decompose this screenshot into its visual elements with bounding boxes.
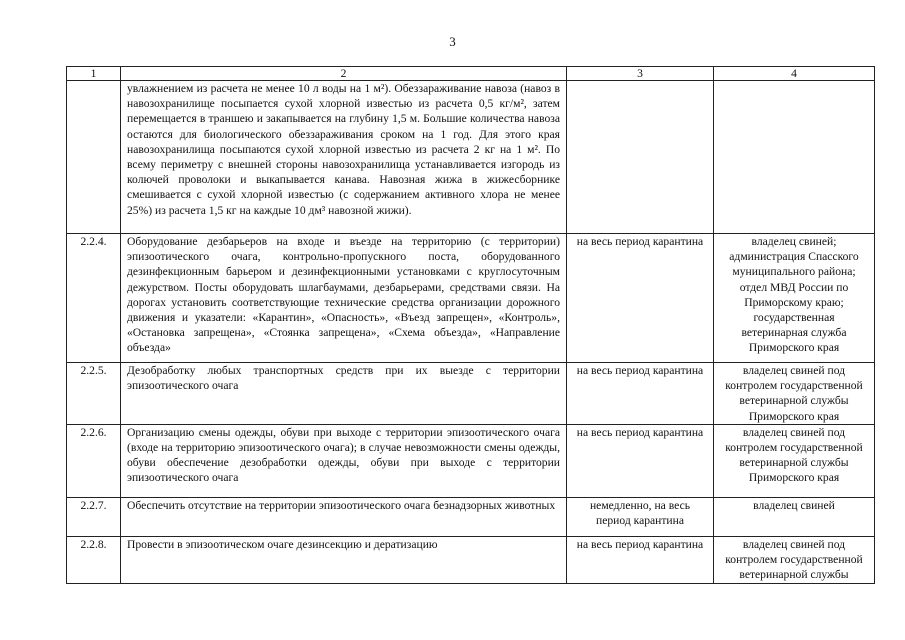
page-number: 3 xyxy=(449,34,456,49)
table-row xyxy=(67,363,875,425)
measure-executor: владелец свиней xyxy=(714,497,875,536)
measure-description: увлажнением из расчета не менее 10 л воды на 1 м²). Обеззараживание навоза (навоз в навозохранилище посыпается сухой хлорной известью из расчета 0,5 кг/м², затем перемещается в траншею и закапывается на глубину 1,5 м. Большие количества навоза остаются для биологического обеззараживания сроком на 1 год. Для этого края навозохранилища посыпаются сухой хлорной известью из расчета 2 кг на 1 м². По всему периметру с внешней стороны навозохранилища устанавливается изгородь из колючей проволоки и выкапывается канава. Навозная жижа в жижесборнике смешивается с сухой хлорной известью (с содержанием активного хлора не менее 25%) из расчета 1,5 кг на каждые 10 дм³ навозной жижи). xyxy=(121,81,567,234)
row-number: 2.2.6. xyxy=(67,424,121,497)
table-row xyxy=(67,536,875,583)
row-number: 2.2.8. xyxy=(67,536,121,583)
measure-term: немедленно, на весь период карантина xyxy=(567,497,714,536)
measure-executor: владелец свиней; администрация Спасского муниципального района; отдел МВД России по Приморскому краю; государственная ветеринарная служба Приморского края xyxy=(714,234,875,363)
measure-term: на весь период карантина xyxy=(567,363,714,425)
measure-executor xyxy=(714,81,875,234)
table-row xyxy=(67,81,875,234)
column-header-term: 3 xyxy=(567,67,714,81)
row-number xyxy=(67,81,121,234)
measure-term: на весь период карантина xyxy=(567,424,714,497)
row-number: 2.2.5. xyxy=(67,363,121,425)
measure-description: Дезобработку любых транспортных средств при их выезде с территории эпизоотического очага xyxy=(121,363,567,425)
row-number: 2.2.7. xyxy=(67,497,121,536)
column-header-number: 1 xyxy=(67,67,121,81)
row-number: 2.2.4. xyxy=(67,234,121,363)
measure-executor: владелец свиней под контролем государственной ветеринарной службы Приморского края xyxy=(714,363,875,425)
table-row xyxy=(67,424,875,497)
measure-term xyxy=(567,81,714,234)
measure-term: на весь период карантина xyxy=(567,234,714,363)
measure-term: на весь период карантина xyxy=(567,536,714,583)
measure-description: Провести в эпизоотическом очаге дезинсекцию и дератизацию xyxy=(121,536,567,583)
measures-table xyxy=(66,66,875,584)
table-row xyxy=(67,234,875,363)
measure-description: Обеспечить отсутствие на территории эпизоотического очага безнадзорных животных xyxy=(121,497,567,536)
measure-executor: владелец свиней под контролем государственной ветеринарной службы xyxy=(714,536,875,583)
column-header-measure: 2 xyxy=(121,67,567,81)
table-row xyxy=(67,497,875,536)
column-header-executor: 4 xyxy=(714,67,875,81)
table-header-row xyxy=(67,67,875,81)
measure-description: Оборудование дезбарьеров на входе и въезде на территорию (с территории) эпизоотического очага, контрольно-пропускного поста, оборудованного дезинфекционным барьером и дезинфекционными установками с круглосуточным дежурством. Посты оборудовать шлагбаумами, дезбарьерами, средствами связи. На дорогах установить соответствующие технические средства организации дорожного движения и указатели: «Карантин», «Опасность», «Въезд запрещен», «Контроль», «Остановка запрещена», «Стоянка запрещена», «Схема объезда», «Направление объезда» xyxy=(121,234,567,363)
measure-executor: владелец свиней под контролем государственной ветеринарной службы Приморского края xyxy=(714,424,875,497)
measure-description: Организацию смены одежды, обуви при выходе с территории эпизоотического очага (входе на территорию эпизоотического очага); в случае невозможности смены одежды, обуви обеспечение дезобработки одежды, обуви при выходе с территории эпизоотического очага xyxy=(121,424,567,497)
